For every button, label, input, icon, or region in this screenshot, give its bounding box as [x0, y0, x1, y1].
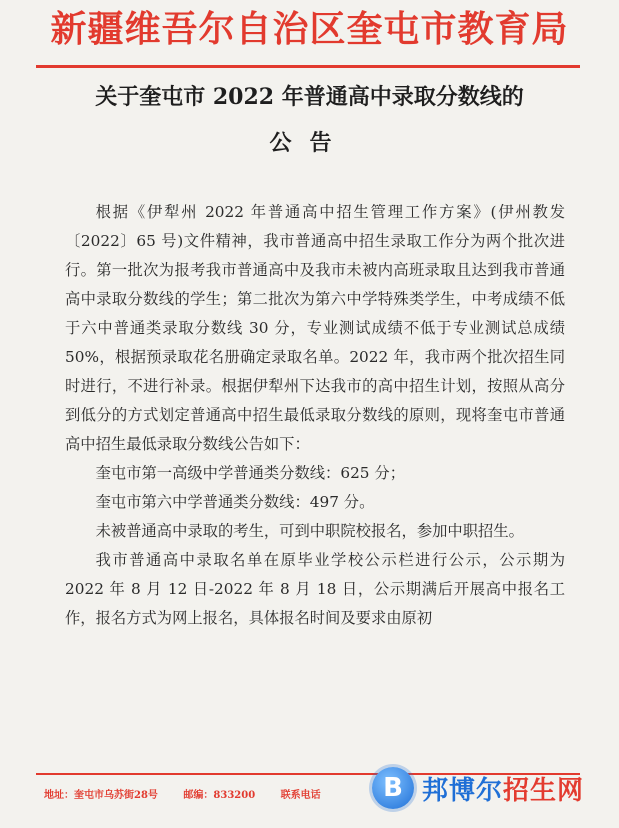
- watermark: [372, 760, 612, 816]
- footer-contact: 联系电话: [280, 790, 321, 801]
- org-title: 新疆维吾尔自治区奎屯市教育局: [50, 8, 569, 50]
- footer: [44, 786, 343, 801]
- paragraph-vocational: 未被普通高中录取的考生，可到中职院校报名，参加中职招生。: [95, 522, 524, 540]
- document-body: [65, 198, 565, 633]
- footer-address: 地址：奎屯市乌苏街28号: [44, 790, 158, 801]
- paragraph-publicity: 我市普通高中录取名单在原毕业学校公示栏进行公示，公示期为 2022 年 8 月 12 日-2022 年 8 月 18 日，公示期满后开展高中报名工作，报名方式为网上报名，具体报名时间及要求由原初: [65, 551, 565, 627]
- footer-postcode: 邮编：833200: [183, 790, 256, 801]
- document-subtitle: 公告: [269, 130, 350, 156]
- watermark-text-accent: 招生网: [503, 775, 585, 806]
- document-title: 关于奎屯市 2022 年普通高中录取分数线的: [95, 84, 524, 110]
- letterhead: [0, 6, 619, 52]
- watermark-text: [422, 770, 584, 807]
- score-line-sixth-middle-school: 奎屯市第六中学普通类分数线：497 分。: [95, 493, 375, 511]
- paragraph-intro: 根据《伊犁州 2022 年普通高中招生管理工作方案》(伊州教发〔2022〕65 号)文件精神，我市普通高中招生录取工作分为两个批次进行。第一批次为报考我市普通高中及我市未被内高班录取且达到我市普通高中录取分数线的学生；第二批次为第六中学特殊类学生，中考成绩不低于六中普通类录取分数线 30 分，专业测试成绩不低于专业测试总成绩 50%，根据预录取花名册确定录取名单。2022 年，我市两个批次招生同时进行，不进行补录。根据伊犁州下达我市的高中招生计划，按照从高分到低分的方式划定普通高中招生最低录取分数线的原则，现将奎屯市普通高中招生最低录取分数线公告如下：: [65, 203, 565, 453]
- score-line-first-high-school: 奎屯市第一高级中学普通类分数线：625 分；: [95, 464, 405, 482]
- watermark-text-main: 邦博尔: [422, 775, 504, 806]
- watermark-logo-icon: B: [372, 767, 414, 809]
- letterhead-red-rule: [36, 65, 580, 68]
